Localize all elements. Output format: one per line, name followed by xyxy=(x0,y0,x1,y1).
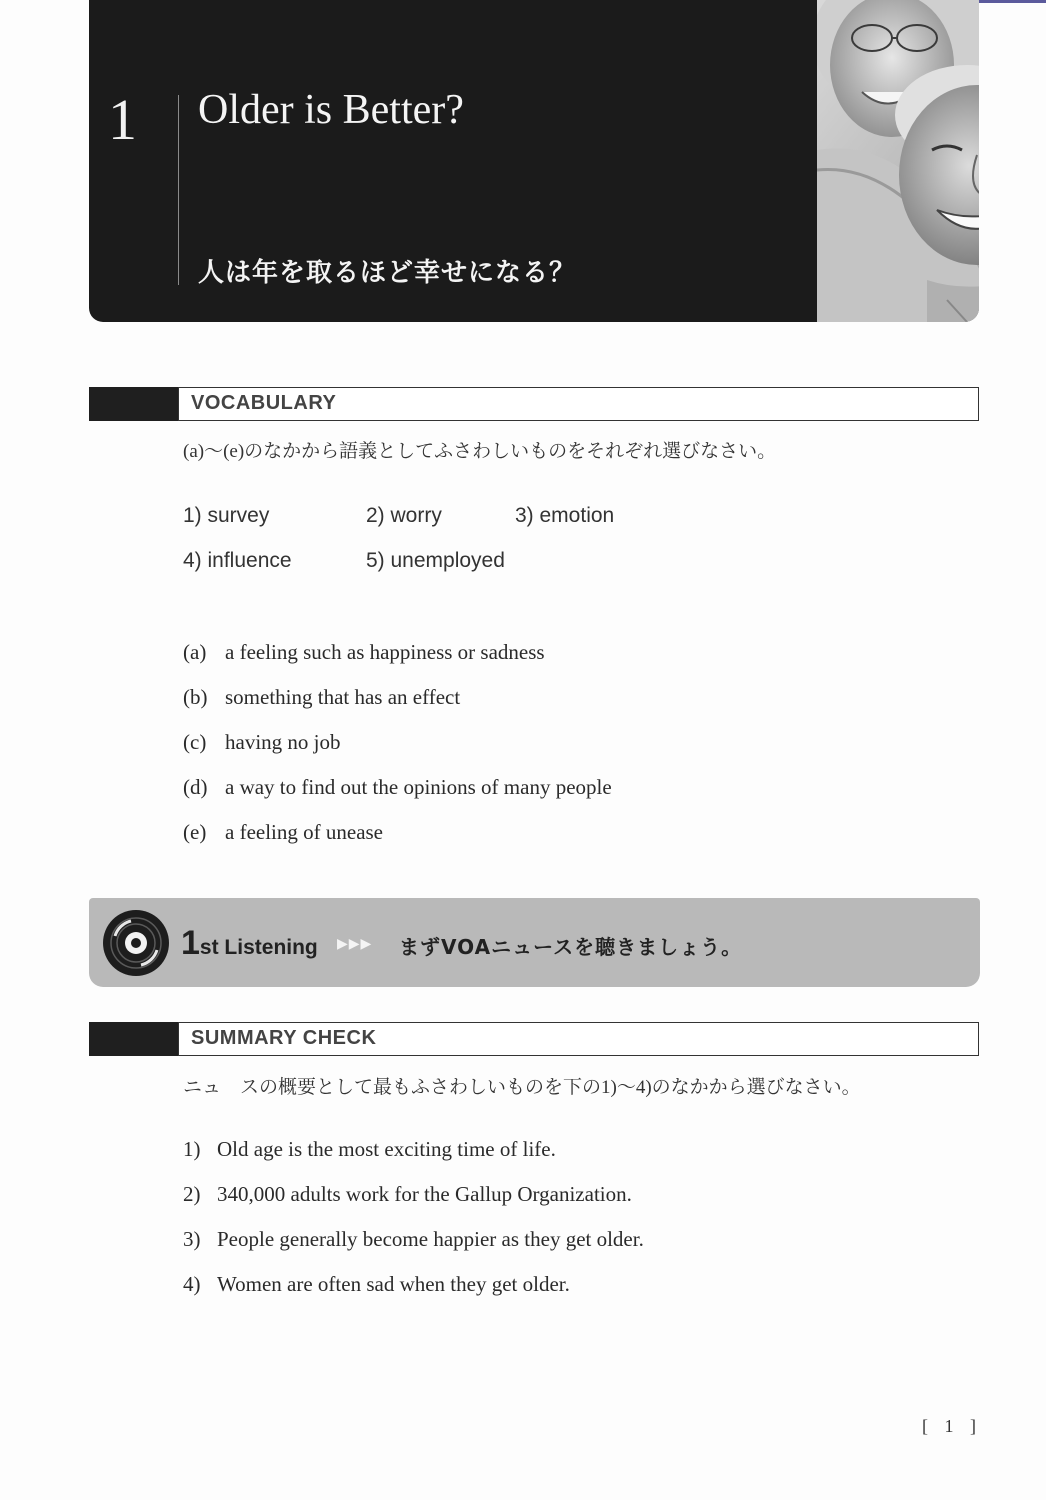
chapter-number: 1 xyxy=(108,87,137,152)
vocabulary-instruction: (a)～(e)のなかから語義としてふさわしいものをそれぞれ選びなさい。 xyxy=(183,441,777,462)
summary-option-text: Old age is the most exciting time of life. xyxy=(217,1137,556,1161)
triple-arrow-icon: ▶▶▶ xyxy=(337,936,373,952)
listening-instruction: まずVOAニュースを聴きましょう。 xyxy=(399,935,743,959)
page-number: [ 1 ] xyxy=(922,1416,982,1436)
definition-letter: (c) xyxy=(183,730,207,754)
heading-bar-box xyxy=(178,387,979,421)
summary-instruction: ニュ スの概要として最もふさわしいものを下の1)～4)のなかから選びなさい。 xyxy=(183,1077,861,1098)
definition-text: something that has an effect xyxy=(225,685,461,709)
summary-option xyxy=(183,1137,556,1162)
listening-label: st Listening xyxy=(199,936,318,959)
cd-icon xyxy=(101,908,171,983)
definition-item xyxy=(183,685,460,710)
heading-bar-box xyxy=(178,1022,979,1056)
definition-letter: (d) xyxy=(183,775,208,799)
summary-option-text: Women are often sad when they get older. xyxy=(217,1272,570,1296)
summary-heading-bar xyxy=(89,1022,979,1056)
vocab-word: 2) worry xyxy=(366,504,442,527)
definition-text: a feeling such as happiness or sadness xyxy=(225,640,545,664)
vocab-word: 1) survey xyxy=(183,504,270,527)
definition-item xyxy=(183,640,545,665)
top-edge-line xyxy=(975,0,1046,3)
summary-option xyxy=(183,1227,644,1252)
vocabulary-heading-bar xyxy=(89,387,979,421)
definition-text: a way to find out the opinions of many people xyxy=(225,775,612,799)
listening-title xyxy=(181,924,318,963)
definition-text: a feeling of unease xyxy=(225,820,384,844)
chapter-subtitle: 人は年を取るほど幸せになる？ xyxy=(198,258,577,288)
vocabulary-heading: VOCABULARY xyxy=(191,392,337,414)
summary-option xyxy=(183,1182,632,1207)
summary-heading: SUMMARY CHECK xyxy=(191,1027,377,1049)
summary-option-text: 340,000 adults work for the Gallup Organization. xyxy=(217,1182,632,1206)
definition-text: having no job xyxy=(225,730,341,754)
definition-letter: (b) xyxy=(183,685,208,709)
vocab-word: 4) influence xyxy=(183,549,292,572)
summary-option-number: 1) xyxy=(183,1137,201,1161)
banner-divider xyxy=(178,95,179,285)
elderly-couple-photo xyxy=(817,0,979,322)
vocab-word: 5) unemployed xyxy=(366,549,505,572)
summary-option xyxy=(183,1272,570,1297)
summary-option-number: 4) xyxy=(183,1272,201,1296)
heading-bar-block xyxy=(89,1022,178,1056)
vocab-word: 3) emotion xyxy=(515,504,615,527)
listening-banner xyxy=(89,898,980,987)
heading-bar-block xyxy=(89,387,178,421)
chapter-title: Older is Better? xyxy=(198,87,464,133)
definition-letter: (e) xyxy=(183,820,207,844)
summary-option-number: 2) xyxy=(183,1182,201,1206)
summary-option-text: People generally become happier as they get older. xyxy=(217,1227,644,1251)
summary-option-number: 3) xyxy=(183,1227,201,1251)
definition-letter: (a) xyxy=(183,640,207,664)
definition-item xyxy=(183,730,341,755)
definition-item xyxy=(183,820,383,845)
definition-item xyxy=(183,775,612,800)
listening-ordinal: 1 xyxy=(181,924,200,962)
